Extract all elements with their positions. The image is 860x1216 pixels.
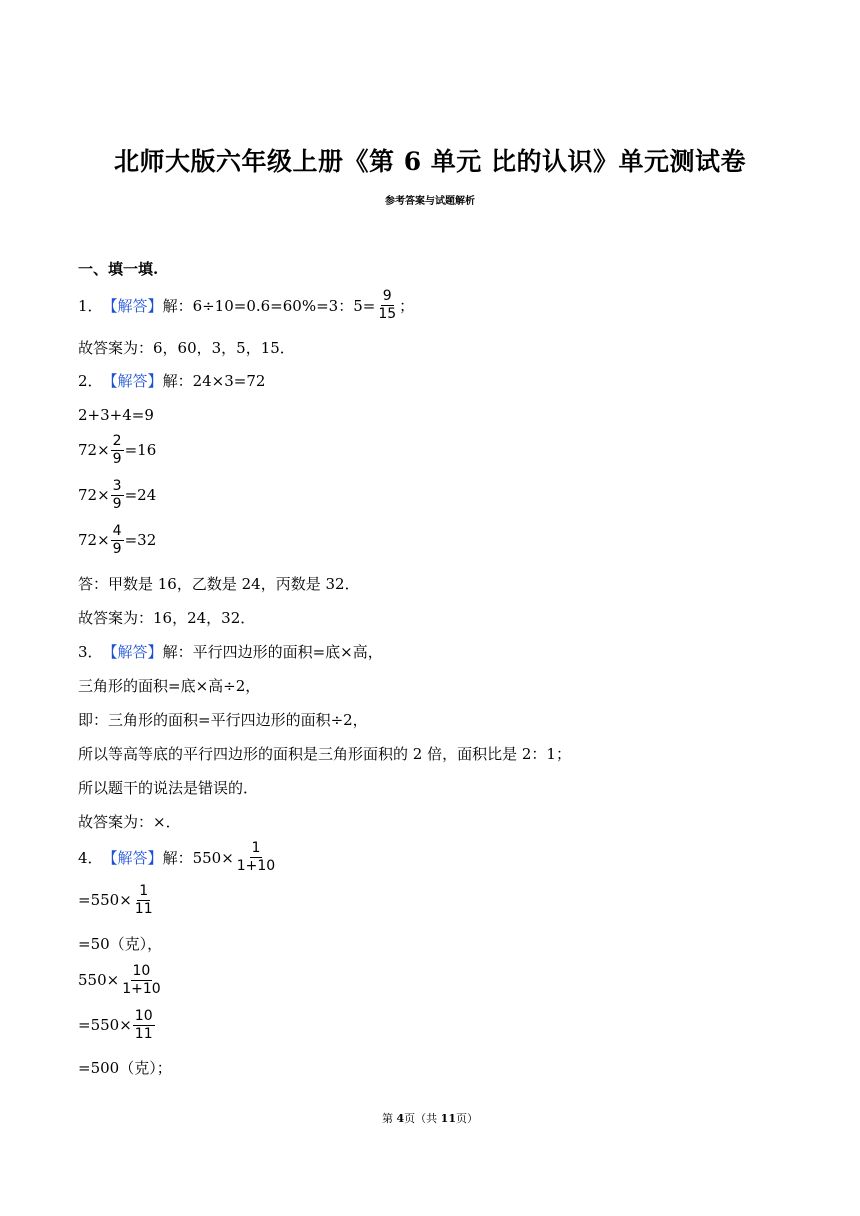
q4-step-1: =550× $\frac{1}{11}$	[78, 882, 153, 917]
document-subtitle: 参考答案与试题解析	[385, 196, 475, 207]
q1-tail: ；	[399, 296, 415, 315]
q3-number: 3．	[78, 642, 103, 661]
section-heading: 一、填一填.	[78, 260, 159, 278]
q2-step-2: 72× $\frac{3}{9}$ =24	[78, 477, 157, 512]
q1-fraction: $\frac{9}{15}$	[378, 287, 397, 322]
q1-number: 1．	[78, 296, 103, 315]
q3-step-3: 所以等高等底的平行四边形的面积是三角形面积的 2 倍，面积比是 2：1；	[78, 744, 571, 763]
q2-step-1: 72× $\frac{2}{9}$ =16	[78, 432, 157, 467]
q4-number: 4．	[78, 848, 103, 867]
q1-line	[78, 287, 415, 322]
document-title: 北师大版六年级上册《第 6 单元 比的认识》单元测试卷	[113, 147, 746, 176]
q3-step-1: 三角形的面积=底×高÷2，	[78, 676, 261, 695]
q3-step-2: 即：三角形的面积=平行四边形的面积÷2，	[78, 710, 368, 729]
total-pages: 11	[440, 1112, 456, 1125]
q4-step-5: =500（克）；	[78, 1058, 172, 1077]
q2-step-3: 72× $\frac{4}{9}$ =32	[78, 522, 157, 557]
q1-text: 解：6÷10=0.6=60%=3：5=	[162, 296, 376, 315]
q2-conclusion: 答：甲数是 16，乙数是 24，丙数是 32．	[78, 574, 360, 593]
q2-number: 2．	[78, 371, 103, 390]
q3-answer: 故答案为：×．	[78, 812, 181, 831]
q2-step-sum: 2+3+4=9	[78, 406, 154, 424]
q2-answer-tag: 【解答】	[102, 371, 163, 390]
q2-text: 解：24×3=72	[162, 371, 266, 390]
q1-answer: 故答案为：6，60，3，5，15．	[78, 338, 295, 357]
page-footer: 第 4页（共 11页）	[382, 1112, 478, 1125]
q2-answer: 故答案为：16，24，32．	[78, 608, 256, 627]
q3-line	[78, 638, 383, 664]
q1-answer-tag: 【解答】	[102, 296, 163, 315]
q3-answer-tag: 【解答】	[102, 642, 163, 661]
q4-line	[78, 839, 278, 874]
q2-line	[78, 367, 265, 393]
q3-text: 解：平行四边形的面积=底×高，	[162, 642, 383, 661]
q4-answer-tag: 【解答】	[102, 848, 163, 867]
q4-step-2: =50（克），	[78, 934, 163, 953]
q4-text: 解：550×	[162, 848, 234, 867]
q4-step-4: =550× $\frac{10}{11}$	[78, 1007, 153, 1042]
q3-step-4: 所以题干的说法是错误的．	[78, 778, 259, 797]
current-page: 4	[396, 1112, 405, 1125]
q4-fraction: $\frac{1}{1+10}$	[236, 839, 276, 874]
q4-step-3: 550× $\frac{10}{1+10}$	[78, 962, 161, 997]
